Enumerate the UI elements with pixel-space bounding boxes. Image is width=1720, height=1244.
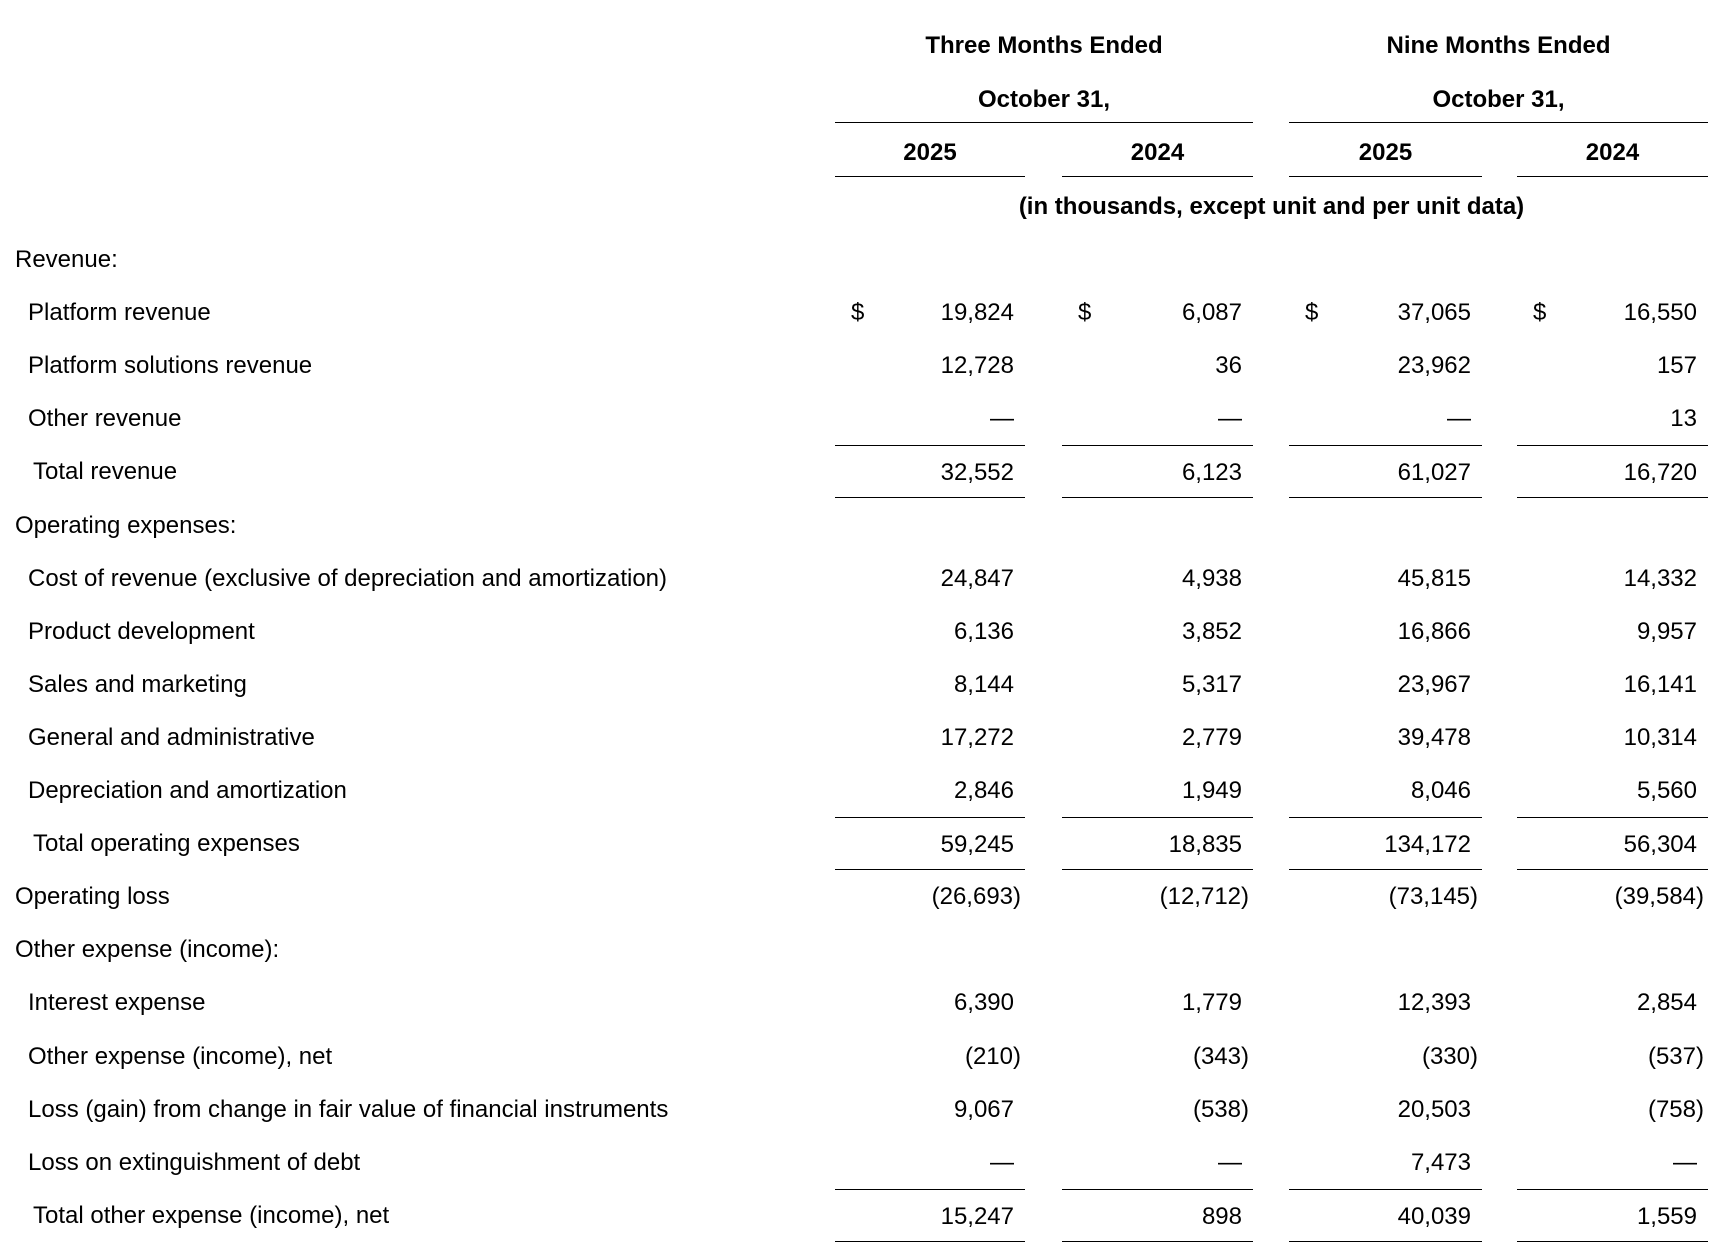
value: 3,852	[1181, 617, 1242, 645]
value-cell	[1062, 286, 1253, 339]
units-note: (in thousands, except unit and per unit data)	[1018, 193, 1525, 220]
value: —	[1218, 405, 1242, 433]
row-label: Depreciation and amortization	[28, 777, 347, 804]
value-cell	[1062, 339, 1253, 392]
row-label: Total revenue	[33, 458, 178, 486]
table-row	[0, 605, 1720, 658]
value: (73,145)	[1388, 883, 1478, 911]
value-cell	[835, 1136, 1025, 1189]
value: 6,136	[953, 617, 1014, 645]
value-cell	[1289, 552, 1482, 605]
currency-symbol: $	[851, 299, 865, 327]
row-label: Platform solutions revenue	[28, 352, 313, 380]
value: 13	[1670, 405, 1697, 433]
divider	[835, 176, 1025, 177]
row-label: Cost of revenue (exclusive of depreciation and amortization)	[28, 564, 667, 592]
table-row	[0, 233, 1720, 286]
value: 14,332	[1623, 564, 1697, 592]
three-months-date: October 31,	[977, 86, 1111, 113]
value: (210)	[964, 1042, 1021, 1070]
table-row	[0, 1030, 1720, 1083]
value: 8,046	[1410, 777, 1471, 804]
divider	[1289, 176, 1482, 177]
table-row	[0, 1083, 1720, 1136]
value: (12,712)	[1159, 883, 1249, 911]
value-cell	[1517, 339, 1708, 392]
value: 6,123	[1181, 459, 1242, 487]
value-cell	[835, 870, 1025, 923]
value: 40,039	[1397, 1202, 1471, 1230]
value: 56,304	[1623, 831, 1697, 859]
divider	[1517, 176, 1708, 177]
value-cell	[1062, 1030, 1253, 1083]
currency-symbol: $	[1533, 299, 1547, 327]
year-header: 2025	[903, 139, 957, 166]
value: 1,779	[1181, 989, 1242, 1017]
row-label: General and administrative	[28, 723, 315, 751]
value: 12,728	[940, 352, 1014, 380]
value-cell	[1289, 976, 1482, 1029]
value: 8,144	[953, 670, 1014, 698]
row-label: Interest expense	[28, 989, 206, 1017]
value: —	[990, 405, 1014, 433]
value-cell	[1289, 392, 1482, 445]
value: 5,560	[1636, 777, 1697, 804]
table-row	[0, 976, 1720, 1029]
value: 20,503	[1397, 1095, 1471, 1123]
value-cell	[1289, 445, 1482, 498]
value: 23,962	[1397, 352, 1471, 380]
value: —	[1218, 1148, 1242, 1176]
value-cell	[1062, 392, 1253, 445]
table-row	[0, 552, 1720, 605]
value: 1,949	[1181, 777, 1242, 804]
value: 45,815	[1397, 564, 1471, 592]
value-cell	[835, 605, 1025, 658]
value-cell	[1062, 658, 1253, 711]
value-cell	[1517, 552, 1708, 605]
value-cell	[1517, 605, 1708, 658]
value-cell	[1289, 870, 1482, 923]
value-cell	[1517, 764, 1708, 817]
table-row	[0, 499, 1720, 552]
value-cell	[835, 392, 1025, 445]
value-cell	[835, 817, 1025, 870]
value: 16,866	[1397, 617, 1471, 645]
value-cell	[1517, 1136, 1708, 1189]
currency-symbol: $	[1078, 299, 1092, 327]
value-cell	[1289, 1189, 1482, 1242]
value: (330)	[1421, 1042, 1478, 1070]
row-label: Total other expense (income), net	[33, 1201, 390, 1229]
nine-months-header: Nine Months Ended	[1386, 32, 1611, 59]
value-cell	[1289, 711, 1482, 764]
value: 39,478	[1397, 723, 1471, 751]
value-cell	[1517, 445, 1708, 498]
value: 9,067	[953, 1095, 1014, 1123]
value: 5,317	[1181, 670, 1242, 698]
value: 157	[1656, 352, 1697, 380]
table-row	[0, 286, 1720, 339]
value: 23,967	[1397, 670, 1471, 698]
value: 2,779	[1181, 723, 1242, 751]
value: (39,584)	[1614, 883, 1704, 911]
divider	[1062, 176, 1253, 177]
value-cell	[835, 764, 1025, 817]
table-row	[0, 817, 1720, 870]
value: 16,550	[1623, 299, 1697, 327]
row-label: Total operating expenses	[33, 830, 300, 858]
value-cell	[1289, 1136, 1482, 1189]
row-label: Other revenue	[28, 405, 182, 433]
table-row	[0, 445, 1720, 498]
value: 24,847	[940, 564, 1014, 592]
value-cell	[1517, 817, 1708, 870]
value-cell	[835, 1189, 1025, 1242]
value-cell	[1517, 711, 1708, 764]
value: 10,314	[1623, 723, 1697, 751]
value-cell	[835, 1083, 1025, 1136]
value: 9,957	[1636, 617, 1697, 645]
value: (538)	[1192, 1095, 1249, 1123]
value: 36	[1215, 352, 1242, 380]
value-cell	[1517, 392, 1708, 445]
value-cell	[1289, 1030, 1482, 1083]
value: —	[990, 1148, 1014, 1176]
value: 16,141	[1623, 670, 1697, 698]
year-header: 2025	[1358, 139, 1413, 166]
value: 16,720	[1623, 459, 1697, 487]
row-label: Other expense (income), net	[28, 1042, 333, 1070]
value-cell	[1062, 817, 1253, 870]
value-cell	[1517, 1083, 1708, 1136]
year-header: 2024	[1130, 139, 1185, 166]
value-cell	[1289, 286, 1482, 339]
three-months-header: Three Months Ended	[925, 32, 1163, 59]
table-row	[0, 870, 1720, 923]
value-cell	[1289, 605, 1482, 658]
value: 59,245	[940, 831, 1014, 859]
value: 4,938	[1181, 564, 1242, 592]
table-row	[0, 923, 1720, 976]
value: 898	[1201, 1202, 1242, 1230]
value-cell	[835, 552, 1025, 605]
value: 6,390	[953, 989, 1014, 1017]
row-label: Platform revenue	[28, 299, 211, 327]
value: 2,854	[1636, 989, 1697, 1017]
value-cell	[1062, 552, 1253, 605]
row-label: Revenue:	[15, 246, 118, 273]
value-cell	[1062, 711, 1253, 764]
value-cell	[1517, 1189, 1708, 1242]
value-cell	[835, 339, 1025, 392]
value-cell	[1517, 1030, 1708, 1083]
value-cell	[835, 711, 1025, 764]
value-cell	[1517, 658, 1708, 711]
table-row	[0, 1189, 1720, 1242]
row-label: Operating expenses:	[15, 511, 237, 539]
table-row	[0, 764, 1720, 817]
value: 12,393	[1397, 989, 1471, 1017]
value-cell	[835, 445, 1025, 498]
row-label: Sales and marketing	[28, 670, 247, 698]
value-cell	[1062, 1136, 1253, 1189]
value-cell	[1289, 1083, 1482, 1136]
value-cell	[1062, 976, 1253, 1029]
value: 37,065	[1397, 299, 1471, 327]
value: (537)	[1647, 1042, 1704, 1070]
value-cell	[1289, 817, 1482, 870]
value: 32,552	[940, 459, 1014, 487]
value-cell	[1517, 286, 1708, 339]
value-cell	[835, 286, 1025, 339]
value-cell	[835, 658, 1025, 711]
table-row	[0, 1136, 1720, 1189]
value: 6,087	[1181, 299, 1242, 327]
row-label: Product development	[28, 617, 255, 645]
value: 15,247	[940, 1202, 1014, 1230]
table-row	[0, 339, 1720, 392]
value-cell	[1289, 764, 1482, 817]
value-cell	[1062, 1083, 1253, 1136]
value-cell	[1062, 764, 1253, 817]
row-label: Loss (gain) from change in fair value of financial instruments	[28, 1095, 669, 1123]
value-cell	[835, 976, 1025, 1029]
value: 7,473	[1410, 1148, 1471, 1176]
value: 19,824	[940, 299, 1014, 327]
row-label: Operating loss	[15, 883, 170, 911]
value: (343)	[1192, 1042, 1249, 1070]
value-cell	[1289, 339, 1482, 392]
nine-months-date: October 31,	[1432, 86, 1565, 113]
value-cell	[1062, 605, 1253, 658]
value-cell	[1517, 870, 1708, 923]
divider	[1289, 122, 1708, 123]
value: —	[1447, 405, 1471, 433]
value: —	[1673, 1148, 1697, 1176]
row-label: Loss on extinguishment of debt	[28, 1148, 361, 1176]
value-cell	[1062, 1189, 1253, 1242]
value: 18,835	[1168, 831, 1242, 859]
value-cell	[1517, 976, 1708, 1029]
year-header: 2024	[1585, 139, 1640, 166]
row-label: Other expense (income):	[15, 936, 280, 964]
table-row	[0, 711, 1720, 764]
value: 2,846	[953, 777, 1014, 804]
table-row	[0, 658, 1720, 711]
value-cell	[1062, 445, 1253, 498]
value-cell	[1289, 658, 1482, 711]
currency-symbol: $	[1305, 299, 1319, 327]
value: 17,272	[940, 723, 1014, 751]
value: (758)	[1647, 1095, 1704, 1123]
value: 61,027	[1397, 459, 1471, 487]
value: 1,559	[1636, 1202, 1697, 1230]
value-cell	[1062, 870, 1253, 923]
table-row	[0, 392, 1720, 445]
divider	[835, 122, 1253, 123]
value: (26,693)	[931, 883, 1021, 911]
value-cell	[835, 1030, 1025, 1083]
value: 134,172	[1384, 831, 1471, 859]
